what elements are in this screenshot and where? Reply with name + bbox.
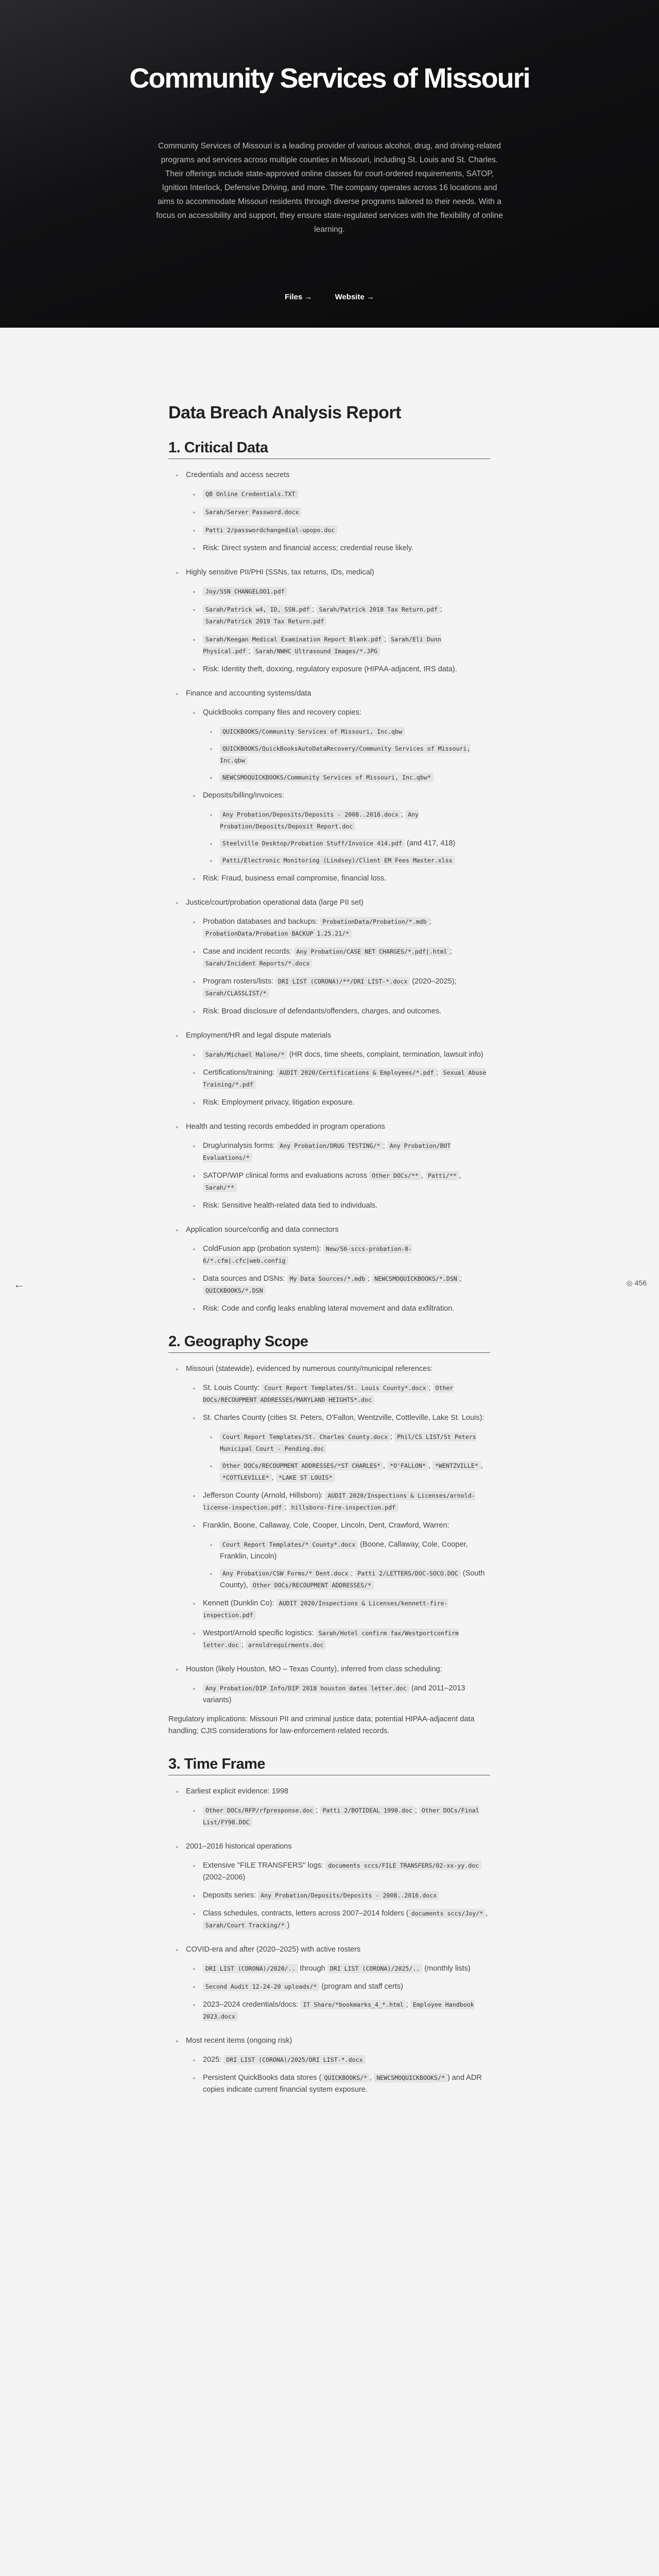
file-path: NEWCSMOQUICKBOOKS/*.DSN [372,1274,460,1283]
file-path: Sarah/Patrick w4, ID, SSN.pdf [203,605,312,614]
file-path: Sarah/Court Tracking/* [203,1921,287,1930]
list-item [186,1944,490,2023]
item-label: Application source/config and data connectors [186,1226,339,1234]
file-path: DRI LIST (CORONA)/2025/.. [327,1964,423,1973]
file-path: Other DOCs/Final List/FY98.DOC [203,1807,479,1826]
item-label: Justice/court/probation operational data (large PII set) [186,899,363,907]
list-item [220,772,490,784]
item-label: Missouri (statewide), evidenced by numerous county/municipal references: [186,1365,433,1373]
list-item: Case and incident records: Any Probation/CASE NET CHARGES/*.pdf|.html ; Sarah/Incident Reports/*.docx [203,946,490,970]
list-item: Other DOCs/RFP/rfpresponse.doc ; Patti 2/BOTIDEAL 1998.doc ; Other DOCs/Final List/FY98.DOC [203,1805,490,1828]
file-path: documents sccs/Joy/* [409,1909,486,1918]
report-title: Data Breach Analysis Report [168,403,401,422]
file-path: ProbationData/Probation/*.mdb [320,917,429,926]
list-item [186,688,490,885]
list-item: SATOP/WIP clinical forms and evaluations across Other DOCs/** , Patti/** , Sarah/** [203,1170,490,1194]
file-path: Patti 2/passwordchangedial-upopo.doc [203,526,337,535]
file-path: Patti/Electronic Monitoring (Lindsey)/Client EM Fees Master.xlsx [220,856,455,865]
file-path: Court Report Templates/St. Louis County*.docx [262,1383,428,1393]
list-item [186,1030,490,1109]
list-item [186,1363,490,1651]
list-item: Certifications/training: AUDIT 2020/Certifications & Employees/*.pdf ; Sexual Abuse Training/*.pdf [203,1067,490,1091]
list-item: Program rosters/lists: DRI LIST (CORONA)/**/DRI LIST-*.docx (2020–2025); Sarah/CLASSLIST/* [203,976,490,999]
list-item [186,1786,490,1828]
item-label: Houston (likely Houston, MO – Texas County), inferred from class scheduling: [186,1665,442,1673]
list-item [203,488,490,500]
report-content [168,328,490,2114]
list-item [220,743,490,767]
item-label: Finance and accounting systems/data [186,689,311,698]
list-item [186,1841,490,1931]
list-item: Second Audit 12-24-20 uploads/* (program and staff certs) [203,1981,490,1993]
list-item: Class schedules, contracts, letters across 2007–2014 folders ( documents sccs/Joy/* , Sarah/Court Tracking/* ) [203,1908,490,1931]
file-path: DRI LIST (CORONA)/2020/.. [203,1964,298,1973]
list-item: Any Probation/DIP Info/DIP 2018 houston dates letter.doc (and 2011–2013 variants) [203,1683,490,1706]
file-path: AUDIT 2020/Inspections & Licenses/arnold-license-inspection.pdf [203,1492,475,1511]
website-link[interactable]: Website → [335,293,374,301]
list-item: St. Charles County (cities St. Peters, O'Fallon, Wentzville, Cottleville, Lake St. Louis): Court Report Templates/St. Charles County.docx ; Phil/CS LIST/St Peters Municipal Court - Pending.doc Other DOCs/RECOUPMENT ADDRESSES/*ST CHARLES* , *O'FALLON* , *WENTZVILLE* , *COTTLEVILLE* , *LAKE ST LOUIS* [203,1412,490,1484]
file-path: Steelville Desktop/Probation Stuff/Invoice 414.pdf [220,839,405,848]
file-path: Sarah/** [203,1183,237,1192]
file-path: Second Audit 12-24-20 uploads/* [203,1982,319,1991]
company-title: Community Services of Missouri [129,63,530,94]
file-path: Any Probation/Deposits/Deposits - 2008..2016.docx [258,1891,439,1900]
section-time-frame [168,1756,490,2096]
list-item [186,1224,490,1315]
file-path: Phil/CS LIST/St Peters Municipal Court - Pending.doc [220,1433,476,1452]
list-item: Risk: Identity theft, doxxing, regulatory exposure (HIPAA-adjacent, IRS data). [203,664,490,675]
file-path: QB Online Credentials.TXT [203,489,298,499]
file-path: Other DOCs/RECOUPMENT ADDRESSES/MARYLAND HEIGHTS*.doc [203,1384,454,1403]
section-critical-data [168,439,490,1315]
file-path: Sarah/Hotel confirm fax/Westportconfirm letter.doc [203,1630,459,1649]
file-path: *WENTZVILLE* [432,1461,481,1470]
list-item: ColdFusion app (probation system): New/S6-sccs-probation-8-6/*.cfm|.cfc|web.config [203,1243,490,1267]
file-path: Any Probation/BOT Evaluations/* [203,1142,451,1161]
list-item: Risk: Code and config leaks enabling lateral movement and data exfiltration. [203,1303,490,1315]
item-label: Employment/HR and legal dispute materials [186,1031,332,1040]
file-path: Sarah/Patrick 2019 Tax Return.pdf [203,617,326,626]
file-path: Any Probation/DRUG TESTING/* [277,1141,383,1150]
list-item [203,707,490,784]
list-item: Extensive "FILE TRANSFERS" logs: documents sccs/FILE TRANSFERS/02-xx-yy.doc (2002–2006) [203,1860,490,1884]
file-path: Patti 2/BOTIDEAL 1998.doc [320,1806,415,1815]
file-path: QUICKBOOKS/QuickBooksAutoDataRecovery/Community Services of Missouri, Inc.qbw [220,745,471,764]
item-label: QuickBooks company files and recovery copies: [203,708,361,717]
file-path: Any Probation/CSW Forms/* Dent.docx [220,1569,351,1578]
file-path: NEWCSMOQUICKBOOKS/* [374,2073,447,2082]
list-item: Sarah/Michael Malone/* (HR docs, time sheets, complaint, termination, lawsuit info) [203,1049,490,1061]
hero-links [0,293,659,301]
list-item: Drug/urinalysis forms: Any Probation/DRUG TESTING/* ; Any Probation/BOT Evaluations/* [203,1140,490,1164]
item-label: 2001–2016 historical operations [186,1842,292,1851]
list-item: 2023–2024 credentials/docs: IT Share/*bookmarks_4_*.html ; Employee Handbook 2023.docx [203,1999,490,2023]
file-path: Other DOCs/RECOUPMENT ADDRESSES/* [250,1581,374,1590]
list-item [186,897,490,1018]
file-path: New/S6-sccs-probation-8-6/*.cfm|.cfc|web.config [203,1245,412,1264]
files-link[interactable]: Files → [285,293,313,301]
file-path: Sarah/CLASSLIST/* [203,989,269,998]
list-item: Probation databases and backups: ProbationData/Probation/*.mdb ; ProbationData/Probation BACKUP 1.25.21/* [203,916,490,940]
list-item: Sarah/Keegan Medical Examination Report Blank.pdf ; Sarah/Eli Dunn Physical.pdf ; Sarah/NWHC Ultrasound Images/*.JPG [203,634,490,657]
file-path: AUDIT 2020/Inspections & Licenses/kennett-fire-inspection.pdf [203,1600,448,1619]
list-item: Court Report Templates/* County*.docx (Boone, Callaway, Cole, Cooper, Franklin, Lincoln) [220,1539,490,1563]
item-label: Health and testing records embedded in program operations [186,1123,385,1131]
file-path: QUICKBOOKS/Community Services of Missouri, Inc.qbw [220,727,405,736]
list-item: Other DOCs/RECOUPMENT ADDRESSES/*ST CHARLES* , *O'FALLON* , *WENTZVILLE* , *COTTLEVILLE* , *LAKE ST LOUIS* [220,1460,490,1484]
file-path: Sarah/Incident Reports/*.docx [203,959,312,968]
file-path: *O'FALLON* [387,1461,428,1470]
file-path: Any Probation/CASE NET CHARGES/*.pdf|.html [294,947,450,956]
file-path: Other DOCs/** [369,1171,421,1180]
list-item: Jefferson County (Arnold, Hillsboro): AUDIT 2020/Inspections & Licenses/arnold-license-inspection.pdf ; hillsboro-fire-inspection.pdf [203,1490,490,1514]
list-item: St. Louis County: Court Report Templates/St. Louis County*.docx ; Other DOCs/RECOUPMENT ADDRESSES/MARYLAND HEIGHTS*.doc [203,1382,490,1406]
list-item [186,2035,490,2096]
item-label: Credentials and access secrets [186,471,290,479]
file-path: My Data Sources/*.mdb [287,1274,368,1283]
file-path: Sarah/Eli Dunn Physical.pdf [203,636,441,655]
file-path: Sexual Abuse Training/*.pdf [203,1069,487,1088]
section-heading: 1. Critical Data [168,439,490,459]
list-item [220,726,490,738]
file-path: Any Probation/DIP Info/DIP 2018 houston dates letter.doc [203,1684,409,1693]
file-path: Sarah/Keegan Medical Examination Report Blank.pdf [203,635,384,644]
section-heading: 2. Geography Scope [168,1333,490,1353]
list-item: Sarah/Patrick w4, ID, SSN.pdf ; Sarah/Patrick 2018 Tax Return.pdf ; Sarah/Patrick 2019 Tax Return.pdf [203,604,490,628]
list-item [203,506,490,518]
file-path: arnoldrequirments.doc [246,1640,326,1650]
list-item: Steelville Desktop/Probation Stuff/Invoice 414.pdf (and 417, 418) [220,838,490,850]
file-path: NEWCSMOQUICKBOOKS/Community Services of Missouri, Inc.qbw* [220,773,433,782]
file-path: Sarah/Server Password.docx [203,507,301,517]
list-item: Risk: Fraud, business email compromise, financial loss. [203,873,490,885]
list-item: Any Probation/CSW Forms/* Dent.docx ; Patti 2/LETTERS/DOC-SOCO.DOC (South County), Other DOCs/RECOUPMENT ADDRESSES/* [220,1568,490,1591]
list-item [203,524,490,536]
list-item: Risk: Broad disclosure of defendants/offenders, charges, and outcomes. [203,1006,490,1018]
list-item [186,469,490,554]
file-path: Sarah/Patrick 2018 Tax Return.pdf [316,605,440,614]
list-item: Data sources and DSNs: My Data Sources/*.mdb ; NEWCSMOQUICKBOOKS/*.DSN ; QUICKBOOKS/*.DSN [203,1273,490,1297]
file-path: hillsboro-fire-inspection.pdf [289,1503,398,1512]
file-path: documents sccs/FILE TRANSFERS/02-xx-yy.doc [325,1861,481,1870]
regulatory-note: Regulatory implications: Missouri PII and criminal justice data; potential HIPAA-adjacent data handling; CJIS considerations for law-enforcement-related records. [168,1715,475,1735]
file-path: Joy/SSN CHANGELOO1.pdf [203,587,287,596]
item-label: Deposits/billing/invoices: [203,791,284,800]
list-item: Franklin, Boone, Callaway, Cole, Cooper, Lincoln, Dent, Crawford, Warren: Court Report Templates/* County*.docx (Boone, Callaway, Cole, Cooper, Franklin, Lincoln) Any Probation/CSW Forms/* Dent.docx ; Patti 2/LETTERS/DOC-SOCO.DOC (South County), Other DOCs/RECOUPMENT ADDRESSES/* [203,1520,490,1591]
file-path: DRI LIST (CORONA)/2025/DRI LIST-*.docx [223,2055,365,2064]
file-path: Any Probation/Deposits/Deposit Report.doc [220,811,419,830]
list-item: Kennett (Dunklin Co): AUDIT 2020/Inspections & Licenses/kennett-fire-inspection.pdf [203,1598,490,1621]
item-label: COVID-era and after (2020–2025) with active rosters [186,1945,361,1954]
list-item [220,855,490,867]
list-item [186,1121,490,1212]
file-path: ProbationData/Probation BACKUP 1.25.21/* [203,929,352,938]
list-item [203,790,490,867]
list-item: DRI LIST (CORONA)/2020/.. through DRI LIST (CORONA)/2025/.. (monthly lists) [203,1963,490,1975]
hero-banner [0,0,659,328]
file-path: Employee Handbook 2023.docx [203,2001,474,2020]
list-item: Risk: Employment privacy, litigation exposure. [203,1097,490,1109]
list-item [186,1664,490,1706]
file-path: AUDIT 2020/Certifications & Employees/*.pdf [276,1068,436,1077]
list-item: Persistent QuickBooks data stores ( QUICKBOOKS/* , NEWCSMOQUICKBOOKS/* ) and ADR copies indicate current financial system exposure. [203,2072,490,2096]
list-item: 2025: DRI LIST (CORONA)/2025/DRI LIST-*.docx [203,2054,490,2066]
list-item: Risk: Sensitive health-related data tied to individuals. [203,1200,490,1212]
list-item: Westport/Arnold specific logistics: Sarah/Hotel confirm fax/Westportconfirm letter.doc ; arnoldrequirments.doc [203,1628,490,1651]
item-label: Earliest explicit evidence: 1998 [186,1787,289,1795]
view-count: ◎ 456 [626,1279,647,1287]
file-path: DRI LIST (CORONA)/**/DRI LIST-*.docx [275,977,410,986]
file-path: QUICKBOOKS/* [322,2073,370,2082]
item-label: Most recent items (ongoing risk) [186,2037,292,2045]
file-path: Patti/** [425,1171,459,1180]
list-item [203,586,490,598]
company-description: Community Services of Missouri is a leading provider of various alcohol, drug, and driving-related programs and services across multiple counties in Missouri, including St. Louis and St. Charles. Their offerings include state-approved online classes for court-ordered requirements, SATOP, Ignition Interlock, Defensive Driving, and more. The company operates across 16 locations and aims to accommodate Missouri residents through diverse programs tailored to their needs. With a focus on accessibility and support, they ensure state-regulated services with the flexibility of online learning. [156,142,503,234]
file-path: Sarah/NWHC Ultrasound Images/*.JPG [253,647,380,656]
back-arrow-icon[interactable]: ← [13,1278,25,1291]
item-label: Highly sensitive PII/PHI (SSNs, tax returns, IDs, medical) [186,568,374,577]
file-path: Sarah/Michael Malone/* [203,1050,287,1059]
file-path: Other DOCs/RECOUPMENT ADDRESSES/*ST CHARLES* [220,1461,383,1470]
list-item: Deposits series: Any Probation/Deposits/Deposits - 2008..2016.docx [203,1890,490,1902]
section-geography-scope [168,1333,490,1737]
file-path: Court Report Templates/St. Charles County.docx [220,1432,390,1442]
list-item: Any Probation/Deposits/Deposits - 2008..2016.docx ; Any Probation/Deposits/Deposit Report.doc [220,809,490,833]
list-item: Court Report Templates/St. Charles County.docx ; Phil/CS LIST/St Peters Municipal Court - Pending.doc [220,1431,490,1455]
list-item: Risk: Direct system and financial access; credential reuse likely. [203,543,490,554]
file-path: IT Share/*bookmarks_4_*.html [300,2000,406,2009]
list-item [186,567,490,675]
file-path: Patti 2/LETTERS/DOC-SOCO.DOC [355,1569,460,1578]
file-path: QUICKBOOKS/*.DSN [203,1286,266,1295]
file-path: Other DOCs/RFP/rfpresponse.doc [203,1806,316,1815]
file-path: Court Report Templates/* County*.docx [220,1540,358,1549]
file-path: *COTTLEVILLE* [220,1473,272,1482]
section-heading: 3. Time Frame [168,1756,490,1775]
file-path: Any Probation/Deposits/Deposits - 2008..2016.docx [220,810,401,819]
file-path: *LAKE ST LOUIS* [276,1473,335,1482]
